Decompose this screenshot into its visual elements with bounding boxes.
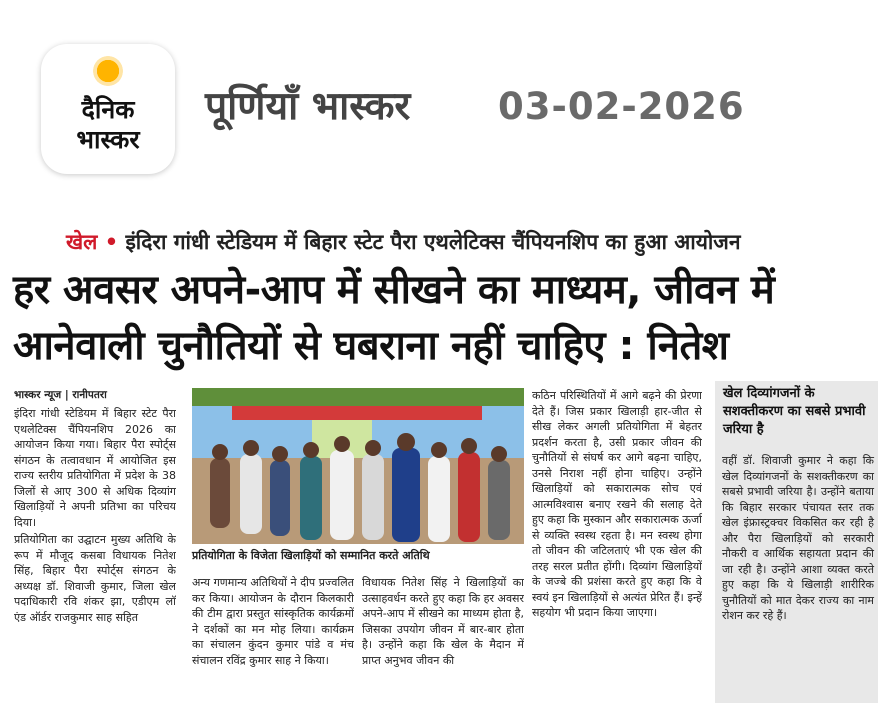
kicker	[66, 227, 741, 257]
article-column-3: विधायक नितेश सिंह ने खिलाड़ियों का उत्साहवर्धन करते हुए कहा कि हर अवसर अपने-आप में सीखने का माध्यम होता है, जिसका उपयोग जीवन में बार-बार होता है। उन्होंने कहा कि खेल के मैदान में प्राप्त अनुभव जीवन की	[362, 576, 524, 667]
article-photo	[192, 388, 524, 544]
article-column-4: कठिन परिस्थितियों में आगे बढ़ने की प्रेरणा देते हैं। जिस प्रकार खिलाड़ी हार-जीत से सीख लेकर अगली प्रतियोगिता में बेहतर प्रदर्शन करता है, उसी प्रकार जीवन की चुनौतियों से संघर्ष कर आगे बढ़ना चाहिए, उनसे निराश नहीं होना चाहिए। उन्होंने खिलाड़ियों को सकारात्मक सोच एवं आत्मविश्वास बनाए रखने की सलाह देते हुए कहा कि मुस्कान और सकारात्मक ऊर्जा से व्यक्ति स्वस्थ रहता है। मन स्वस्थ होगा तो जीवन की जटिलताएं भी एक खेल की तरह सरल प्रतीत होंगी। दिव्यांग खिलाड़ियों के जज्बे की प्रशंसा करते हुए कहा कि वे स्वयं इन खिलाड़ियों से अत्यंत प्रेरित हैं। इन्हें सहयोग भी प्रदान किया जाएगा।	[532, 389, 702, 619]
photo-caption: प्रतियोगिता के विजेता खिलाड़ियों को सम्मानित करते अतिथि	[192, 549, 430, 562]
bullet-icon: •	[97, 230, 126, 254]
logo-text-line2: भास्कर	[76, 125, 140, 154]
photo-illustration	[192, 388, 524, 544]
paragraph: इंदिरा गांधी स्टेडियम में बिहार स्टेट पैरा एथलेटिक्स चैंपियनशिप 2026 का आयोजन किया गया। बिहार पैरा स्पोर्ट्स संगठन के तत्वावधान में आयोजित इस राज्य स्तरीय प्रतियोगिता में प्रदेश के 38 जिलों से आए 300 से अधिक दिव्यांग खिलाड़ियों ने अपनी प्रतिभा का परिचय दिया।	[14, 407, 176, 529]
sidebar-box	[715, 381, 878, 703]
sidebar-body: वहीं डॉ. शिवाजी कुमार ने कहा कि खेल दिव्यांगजनों के सशक्तीकरण का सबसे प्रभावी जरिया है। उन्होंने बताया कि बिहार सरकार पंचायत स्तर तक खेल इंफ्रास्ट्रक्चर विकसित कर रही है और पैरा खिलाड़ियों को सरकारी नौकरी व आर्थिक सहायता प्रदान की जा रही है। उन्होंने आशा व्यक्त करते हुए कहा कि ये खिलाड़ी शारीरिक चुनौतियों को मात देकर राज्य का नाम रोशन कर रहे हैं।	[722, 454, 874, 622]
article-column-1	[14, 406, 176, 702]
headline: हर अवसर अपने-आप में सीखने का माध्यम, जीवन में आनेवाली चुनौतियों से घबराना नहीं चाहिए : नितेश	[13, 267, 775, 369]
logo-text-line1: दैनिक	[81, 95, 135, 124]
section-label: खेल	[66, 230, 98, 254]
dateline: भास्कर न्यूज | रानीपतरा	[14, 389, 107, 401]
sun-icon	[93, 56, 123, 86]
edition-name: पूर्णियाँ भास्कर	[205, 84, 411, 129]
kicker-text: इंदिरा गांधी स्टेडियम में बिहार स्टेट पैरा एथलेटिक्स चैंपियनशिप का हुआ आयोजन	[125, 230, 741, 254]
edition-date: 03-02-2026	[498, 85, 745, 128]
newspaper-logo	[41, 44, 175, 174]
paragraph: प्रतियोगिता का उद्घाटन मुख्य अतिथि के रूप में मौजूद कसबा विधायक नितेश सिंह, बिहार पैरा स्पोर्ट्स संगठन के अध्यक्ष डॉ. शिवाजी कुमार, जिला खेल पदाधिकारी रवि शंकर झा, एडीएम लॉ एंड ऑर्डर राजकुमार साह सहित	[14, 533, 176, 624]
sidebar-headline: खेल दिव्यांगजनों के सशक्तीकरण का सबसे प्रभावी जरिया है	[723, 386, 866, 437]
article-column-2: अन्य गणमान्य अतिथियों ने दीप प्रज्वलित कर किया। आयोजन के दौरान किलकारी की टीम द्वारा प्रस्तुत सांस्कृतिक कार्यक्रमों ने दर्शकों का मन मोह लिया। कार्यक्रम का संचालन कुंदन कुमार पांडे व मंच संचालन रविंद्र कुमार साह ने किया।	[192, 576, 354, 667]
